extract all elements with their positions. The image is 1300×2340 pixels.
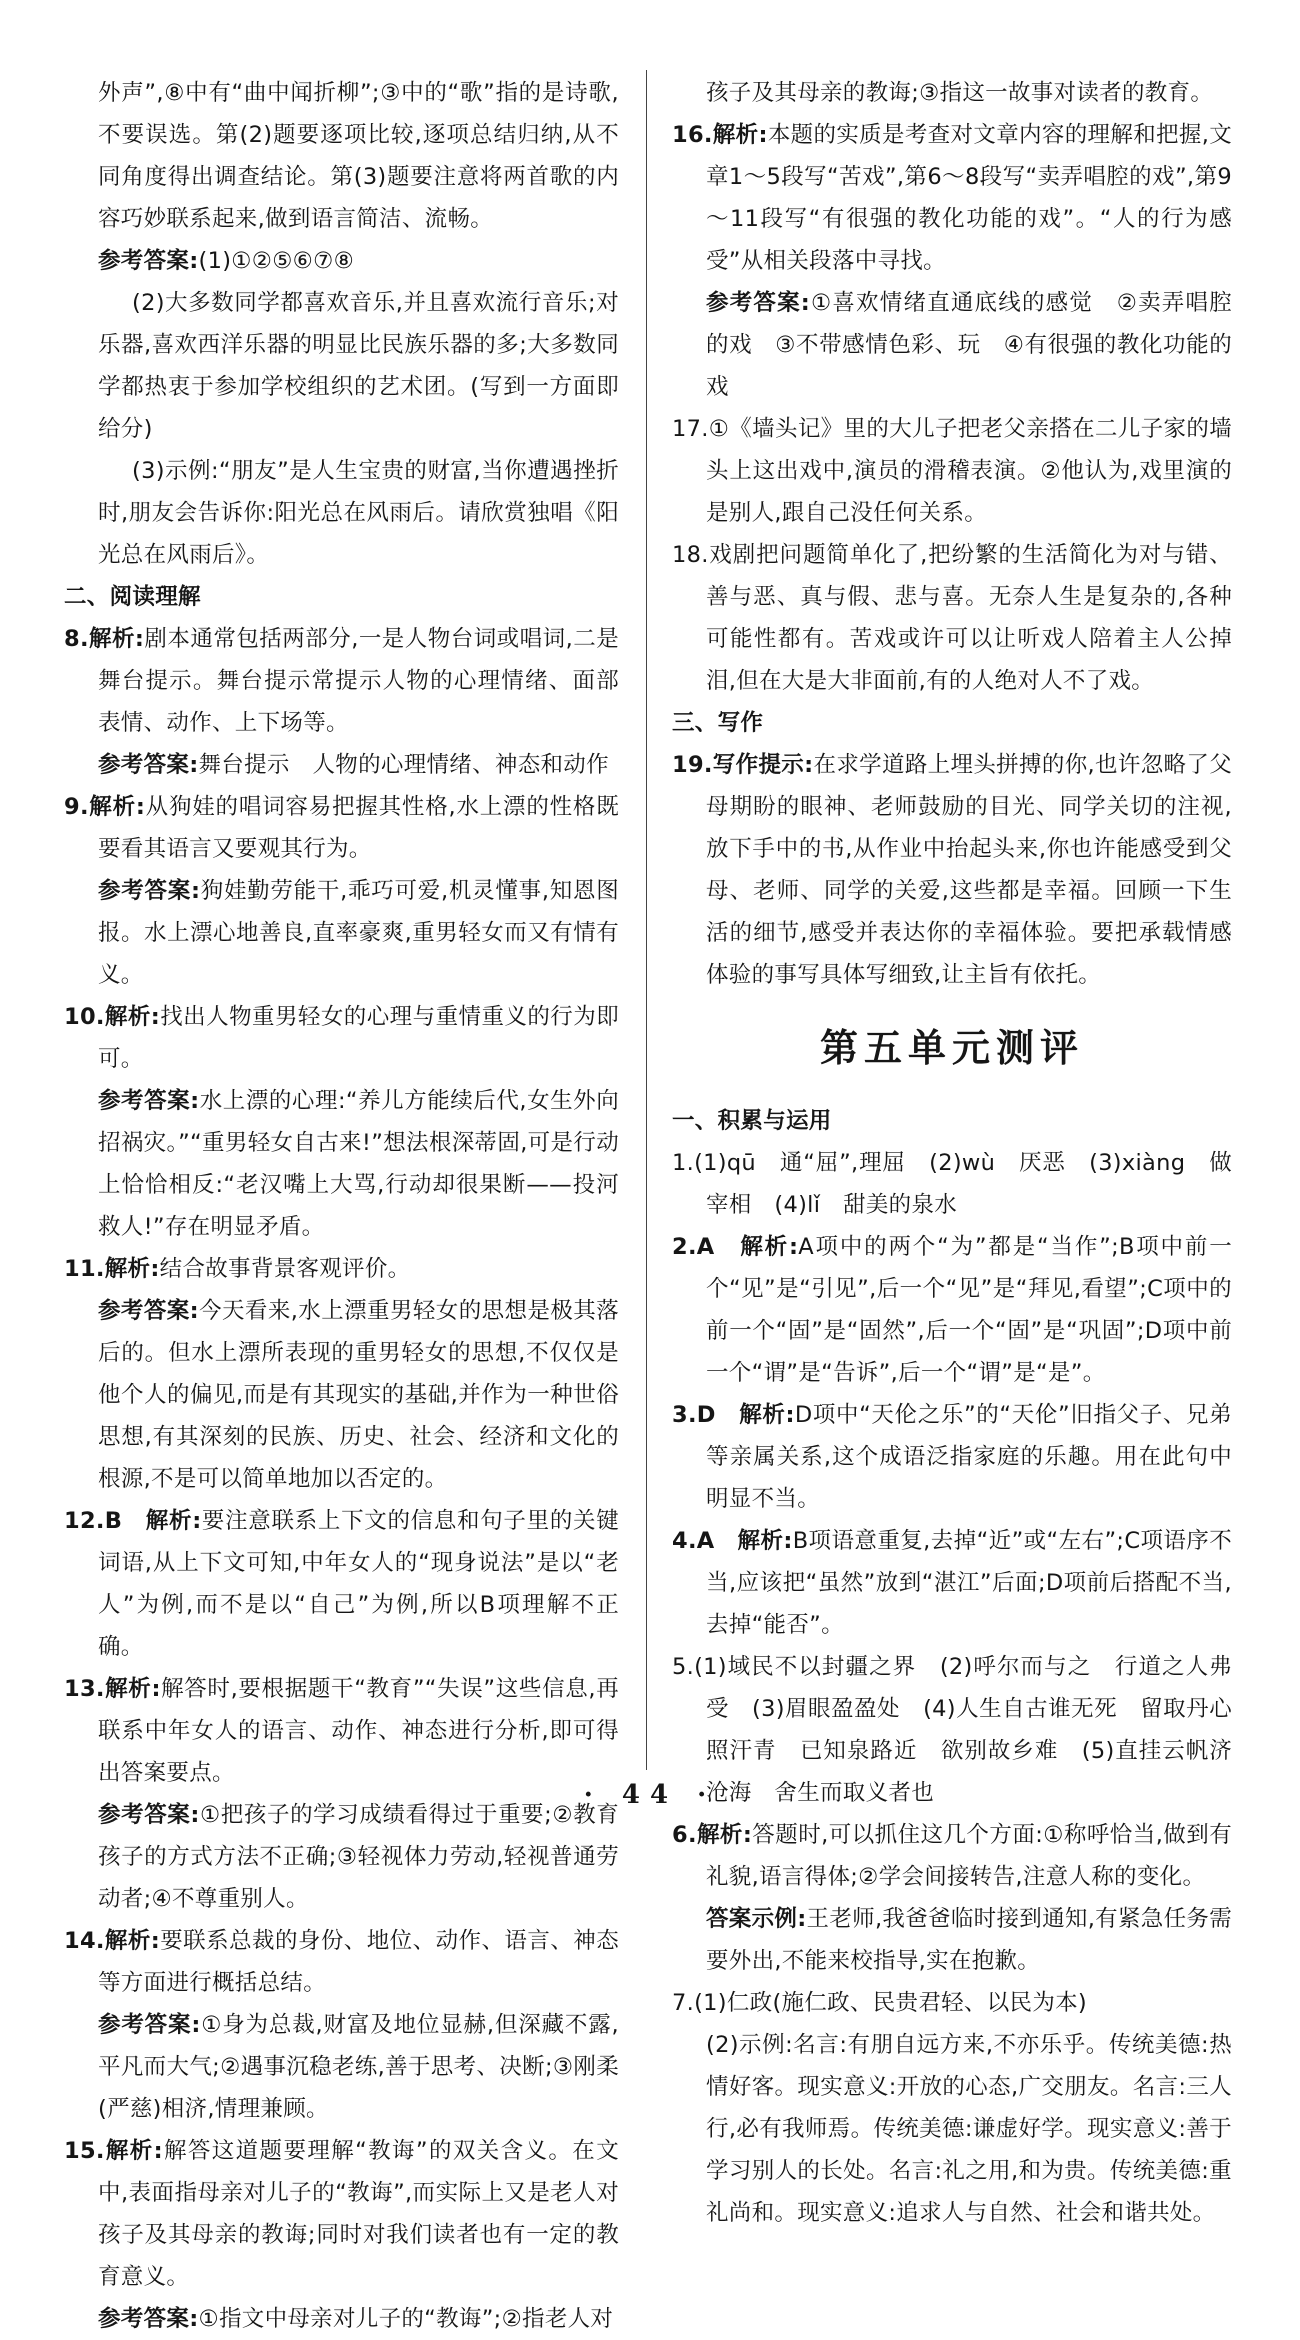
answer-label: 参考答案: (98, 1088, 200, 1114)
paragraph-text: A项中的两个“为”都是“当作”;B项中前一个“见”是“引见”,后一个“见”是“拜见,看望”;C项中的前一个“固”是“固然”,后一个“固”是“巩固”;D项中前一个“谓”是“告诉”,后一个“谓”是“是”。 (706, 1234, 1232, 1386)
right-paragraph (672, 282, 1232, 408)
answer-label: 8.解析: (64, 626, 145, 652)
answer-label: 参考答案: (98, 878, 201, 904)
left-paragraph (64, 744, 619, 786)
paragraph-text: 答题时,可以抓住这几个方面:①称呼恰当,做到有礼貌,语言得体;②学会间接转告,注意人称的变化。 (706, 1822, 1232, 1890)
answer-label: 4.A 解析: (672, 1528, 793, 1554)
paragraph-text: 找出人物重男轻女的心理与重情重义的行为即可。 (98, 1004, 619, 1072)
answer-label: 答案示例: (706, 1906, 807, 1932)
right-paragraph (672, 2024, 1232, 2234)
right-paragraph (672, 1982, 1232, 2024)
paragraph-text: 外声”,⑧中有“曲中闻折柳”;③中的“歌”指的是诗歌,不要误选。第(2)题要逐项比较,逐项总结归纳,从不同角度得出调查结论。第(3)题要注意将两首歌的内容巧妙联系起来,做到语言简洁、流畅。 (98, 80, 619, 232)
left-paragraph (64, 240, 619, 282)
paragraph-text: ①指文中母亲对儿子的“教诲”;②指老人对 (198, 2306, 614, 2332)
left-paragraph (64, 1248, 619, 1290)
answer-label: 15.解析: (64, 2138, 163, 2164)
paragraph-text: 三、写作 (672, 710, 764, 736)
left-paragraph (64, 1290, 619, 1500)
left-paragraph (64, 1794, 619, 1920)
paragraph-text: 王老师,我爸爸临时接到通知,有紧急任务需要外出,不能来校指导,实在抱歉。 (706, 1906, 1232, 1974)
answer-label: 10.解析: (64, 1004, 161, 1030)
section-heading (672, 1100, 1232, 1142)
paragraph-text: 水上漂的心理:“养儿方能续后代,女生外向招祸灾。”“重男轻女自古来!”想法根深蒂固,可是行动上恰恰相反:“老汉嘴上大骂,行动却很果断——投河救人!”存在明显矛盾。 (98, 1088, 620, 1240)
section-heading (64, 576, 619, 618)
left-paragraph (64, 1920, 619, 2004)
page-number: · 44 · (583, 1780, 717, 1810)
answer-label: 14.解析: (64, 1928, 161, 1954)
paragraph-text: 舞台提示 人物的心理情绪、神态和动作 (198, 752, 609, 778)
paragraph-text: 7.(1)仁政(施仁政、民贵君轻、以民为本) (672, 1990, 1087, 2016)
left-paragraph (64, 618, 619, 744)
unit-title (672, 1018, 1232, 1078)
paragraph-text: 17.①《墙头记》里的大儿子把老父亲搭在二儿子家的墙头上这出戏中,演员的滑稽表演。②他认为,戏里演的是别人,跟自己没任何关系。 (672, 416, 1232, 526)
answer-label: 参考答案: (98, 2012, 201, 2038)
paragraph-text: 在求学道路上埋头拼搏的你,也许忽略了父母期盼的眼神、老师鼓励的目光、同学关切的注视,放下手中的书,从作业中抬起头来,你也许能感受到父母、老师、同学的关爱,这些都是幸福。回顾一下生活的细节,感受并表达你的幸福体验。要把承载情感体验的事写具体写细致,让主旨有依托。 (706, 752, 1232, 988)
answer-label: 12.B 解析: (64, 1508, 202, 1534)
paragraph-text: 本题的实质是考查对文章内容的理解和把握,文章1～5段写“苦戏”,第6～8段写“卖弄唱腔的戏”,第9～11段写“有很强的教化功能的戏”。“人的行为感受”从相关段落中寻找。 (706, 122, 1233, 274)
right-paragraph (672, 1814, 1232, 1898)
left-paragraph (64, 2004, 619, 2130)
paragraph-text: 狗娃勤劳能干,乖巧可爱,机灵懂事,知恩图报。水上漂心地善良,直率豪爽,重男轻女而又有情有义。 (98, 878, 619, 988)
paragraph-text: 要注意联系上下文的信息和句子里的关键词语,从上下文可知,中年女人的“现身说法”是以“老人”为例,而不是以“自己”为例,所以B项理解不正确。 (98, 1508, 620, 1660)
paragraph-text: 解答这道题要理解“教诲”的双关含义。在文中,表面指母亲对儿子的“教诲”,而实际上又是老人对孩子及其母亲的教诲;同时对我们读者也有一定的教育意义。 (98, 2138, 619, 2290)
answer-label: 参考答案: (98, 1802, 200, 1828)
answer-label: 参考答案: (98, 1298, 199, 1324)
right-paragraph (672, 1898, 1232, 1982)
left-paragraph (64, 1080, 619, 1248)
paragraph-text: 5.(1)域民不以封疆之界 (2)呼尔而与之 行道之人弗受 (3)眉眼盈盈处 (4)人生自古谁无死 留取丹心照汗青 已知泉路近 欲别故乡难 (5)直挂云帆济沧海 舍生而取义者也 (672, 1654, 1232, 1806)
answer-label: 13.解析: (64, 1676, 161, 1702)
left-paragraph (64, 282, 619, 450)
answer-label: 16.解析: (672, 122, 768, 148)
right-paragraph (672, 408, 1232, 534)
paragraph-text: D项中“天伦之乐”的“天伦”旧指父子、兄弟等亲属关系,这个成语泛指家庭的乐趣。用在此句中明显不当。 (706, 1402, 1232, 1512)
paragraph-text: 一、积累与运用 (672, 1108, 832, 1134)
paragraph-text: 18.戏剧把问题简单化了,把纷繁的生活简化为对与错、善与恶、真与假、悲与喜。无奈人生是复杂的,各种可能性都有。苦戏或许可以让听戏人陪着主人公掉泪,但在大是大非面前,有的人绝对人不了戏。 (672, 542, 1232, 694)
right-paragraph (672, 1394, 1232, 1520)
left-paragraph (64, 2130, 619, 2298)
paragraph-text: 解答时,要根据题干“教育”“失误”这些信息,再联系中年女人的语言、动作、神态进行分析,即可得出答案要点。 (98, 1676, 620, 1786)
left-paragraph (64, 996, 619, 1080)
right-column (672, 72, 1232, 2234)
paragraph-text: (3)示例:“朋友”是人生宝贵的财富,当你遭遇挫折时,朋友会告诉你:阳光总在风雨后。请欣赏独唱《阳光总在风雨后》。 (98, 458, 619, 568)
paragraph-text: 1.(1)qū 通“屈”,理屈 (2)wù 厌恶 (3)xiàng 做宰相 (4)lǐ 甜美的泉水 (672, 1150, 1232, 1218)
right-paragraph (672, 1226, 1232, 1394)
paragraph-text: 第五单元测评 (819, 1025, 1084, 1070)
left-paragraph (64, 786, 619, 870)
right-paragraph (672, 114, 1232, 282)
paragraph-text: ①喜欢情绪直通底线的感觉 ②卖弄唱腔的戏 ③不带感情色彩、玩 ④有很强的教化功能的戏 (706, 290, 1232, 400)
right-paragraph (672, 1142, 1232, 1226)
paragraph-text: (2)大多数同学都喜欢音乐,并且喜欢流行音乐;对乐器,喜欢西洋乐器的明显比民族乐器的多;大多数同学都热衷于参加学校组织的艺术团。(写到一方面即给分) (98, 290, 619, 442)
right-paragraph (672, 744, 1232, 996)
left-paragraph (64, 450, 619, 576)
answer-label: 9.解析: (64, 794, 146, 820)
left-paragraph (64, 2298, 619, 2340)
left-paragraph (64, 72, 619, 240)
left-column (64, 72, 619, 2340)
paragraph-text: B项语意重复,去掉“近”或“左右”;C项语序不当,应该把“虽然”放到“湛江”后面;D项前后搭配不当,去掉“能否”。 (706, 1528, 1233, 1638)
paragraph-text: 结合故事背景客观评价。 (159, 1256, 411, 1282)
answer-label: 参考答案: (98, 752, 199, 778)
paragraph-text: (2)示例:名言:有朋自远方来,不亦乐乎。传统美德:热情好客。现实意义:开放的心态,广交朋友。名言:三人行,必有我师焉。传统美德:谦虚好学。现实意义:善于学习别人的长处。名言:礼之用,和为贵。传统美德:重礼尚和。现实意义:追求人与自然、社会和谐共处。 (706, 2032, 1232, 2226)
paragraph-text: 二、阅读理解 (64, 584, 201, 610)
left-paragraph (64, 1500, 619, 1668)
paragraph-text: 要联系总裁的身份、地位、动作、语言、神态等方面进行概括总结。 (98, 1928, 619, 1996)
answer-label: 参考答案: (98, 2306, 199, 2332)
section-heading (672, 702, 1232, 744)
right-paragraph (672, 72, 1232, 114)
right-paragraph (672, 534, 1232, 702)
paragraph-text: (1)①②⑤⑥⑦⑧ (198, 248, 355, 274)
answer-label: 参考答案: (98, 248, 199, 274)
answer-label: 参考答案: (706, 290, 811, 316)
left-paragraph (64, 1668, 619, 1794)
answer-label: 6.解析: (672, 1822, 753, 1848)
column-divider (646, 70, 647, 1770)
paragraph-text: 剧本通常包括两部分,一是人物台词或唱词,二是舞台提示。舞台提示常提示人物的心理情绪、面部表情、动作、上下场等。 (98, 626, 620, 736)
answer-label: 19.写作提示: (672, 752, 814, 778)
paragraph-text: ①把孩子的学习成绩看得过于重要;②教育孩子的方式方法不正确;③轻视体力劳动,轻视普通劳动者;④不尊重别人。 (98, 1802, 620, 1912)
paragraph-text: ①身为总裁,财富及地位显赫,但深藏不露,平凡而大气;②遇事沉稳老练,善于思考、决断;③刚柔(严慈)相济,情理兼顾。 (98, 2012, 620, 2122)
answer-label: 3.D 解析: (672, 1402, 795, 1428)
paragraph-text: 今天看来,水上漂重男轻女的思想是极其落后的。但水上漂所表现的重男轻女的思想,不仅仅是他个人的偏见,而是有其现实的基础,并作为一种世俗思想,有其深刻的民族、历史、社会、经济和文化的根源,不是可以简单地加以否定的。 (98, 1298, 620, 1492)
right-paragraph (672, 1520, 1232, 1646)
answer-label: 11.解析: (64, 1256, 160, 1282)
paragraph-text: 孩子及其母亲的教诲;③指这一故事对读者的教育。 (706, 80, 1214, 106)
left-paragraph (64, 870, 619, 996)
answer-label: 2.A 解析: (672, 1234, 799, 1260)
paragraph-text: 从狗娃的唱词容易把握其性格,水上漂的性格既要看其语言又要观其行为。 (98, 794, 620, 862)
